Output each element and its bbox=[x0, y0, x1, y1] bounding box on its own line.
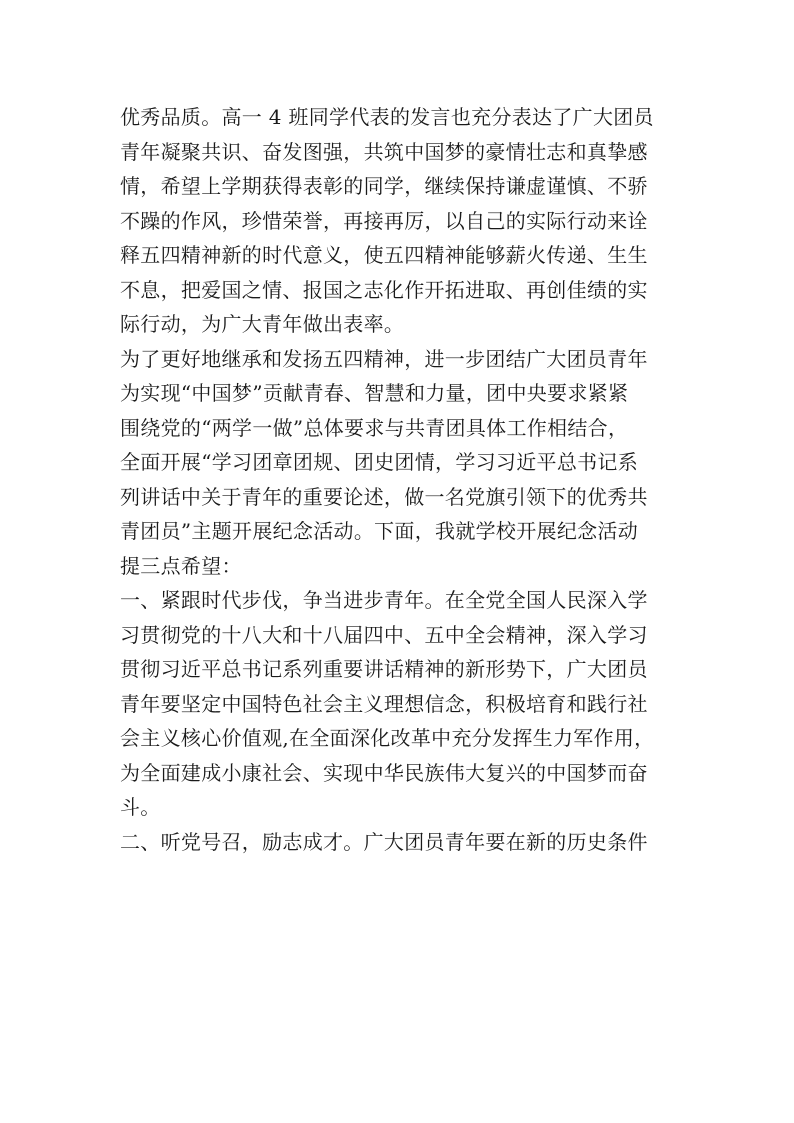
text-line: 习贯彻党的十八大和十八届四中、五中全会精神，深入学习 bbox=[120, 622, 648, 647]
text-line: 不躁的作风，珍惜荣誉，再接再厉，以自己的实际行动来诠 bbox=[120, 208, 648, 233]
text-line: 会主义核心价值观,在全面深化改革中充分发挥生力军作用， bbox=[120, 726, 655, 750]
text-line: 列讲话中关于青年的重要论述，做一名党旗引领下的优秀共 bbox=[120, 484, 648, 509]
text-line: 一、紧跟时代步伐，争当进步青年。在全党全国人民深入学 bbox=[120, 588, 648, 612]
text-line: 青年凝聚共识、奋发图强，共筑中国梦的豪情壮志和真挚感 bbox=[120, 139, 648, 164]
text-line: 全面开展“学习团章团规、团史团情，学习习近平总书记系 bbox=[120, 450, 639, 474]
text-line: 情，希望上学期获得表彰的同学，继续保持谦虚谨慎、不骄 bbox=[120, 174, 648, 198]
body-text bbox=[120, 100, 680, 859]
text-line: 释五四精神新的时代意义，使五四精神能够薪火传递、生生 bbox=[120, 243, 648, 267]
text-line: 为了更好地继承和发扬五四精神，进一步团结广大团员青年 bbox=[120, 346, 648, 371]
text-line: 青年要坚定中国特色社会主义理想信念，积极培育和践行社 bbox=[120, 691, 648, 716]
text-line: 围绕党的“两学一做”总体要求与共青团具体工作相结合， bbox=[120, 415, 629, 440]
text-line: 斗。 bbox=[120, 795, 161, 819]
text-line: 二、听党号召，励志成才。广大团员青年要在新的历史条件 bbox=[120, 829, 648, 854]
text-line: 为全面建成小康社会、实现中华民族伟大复兴的中国梦而奋 bbox=[120, 760, 648, 785]
text-line: 提三点希望： bbox=[120, 553, 242, 578]
text-line: 际行动，为广大青年做出表率。 bbox=[120, 312, 405, 336]
text-line: 为实现“中国梦”贡献青春、智慧和力量，团中央要求紧紧 bbox=[120, 381, 629, 405]
text-line: 优秀品质。高一 4 班同学代表的发言也充分表达了广大团员 bbox=[120, 105, 654, 129]
text-line: 贯彻习近平总书记系列重要讲话精神的新形势下，广大团员 bbox=[120, 657, 648, 681]
text-line: 青团员”主题开展纪念活动。下面，我就学校开展纪念活动 bbox=[120, 519, 639, 543]
text-line: 不息，把爱国之情、报国之志化作开拓进取、再创佳绩的实 bbox=[120, 277, 648, 302]
